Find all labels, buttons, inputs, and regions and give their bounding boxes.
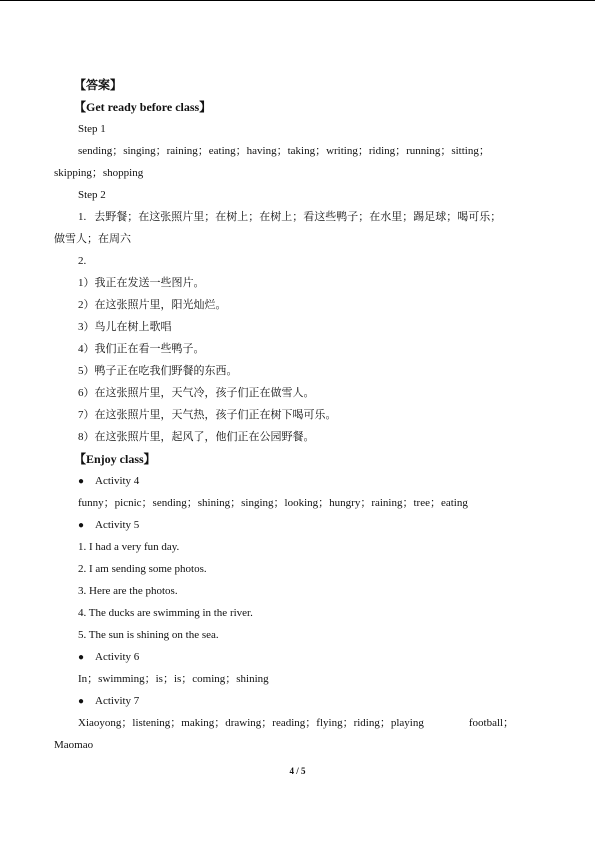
activity6-title xyxy=(0,646,595,668)
bullet-icon: ● xyxy=(78,520,85,531)
activity5-sentence: 2. I am sending some photos. xyxy=(78,563,207,575)
activity4-answers: funny；picnic；sending；shining；singing；looking；hungry；raining；tree；eating xyxy=(78,497,468,509)
translation-sentence: 1）我正在发送一些图片。 xyxy=(78,277,205,289)
heading-get-ready: 【Get ready before class】 xyxy=(74,100,212,114)
activity7-answers-part2: football； xyxy=(468,717,515,729)
step2-item1-number: 1. xyxy=(78,211,87,223)
activity7-title xyxy=(0,690,595,712)
answer-content xyxy=(0,74,595,756)
bullet-icon: ● xyxy=(78,652,85,663)
heading-answer: 【答案】 xyxy=(74,78,123,92)
heading-enjoy-class: 【Enjoy class】 xyxy=(74,452,156,466)
step1-answers-line2: skipping；shopping xyxy=(54,167,144,179)
translation-sentence: 7）在这张照片里，天气热，孩子们正在树下喝可乐。 xyxy=(78,409,337,421)
step1-label: Step 1 xyxy=(78,123,106,135)
activity6-label: Activity 6 xyxy=(95,651,140,663)
activity7-answers-line1 xyxy=(0,712,595,734)
activity7-label: Activity 7 xyxy=(95,695,140,707)
translation-sentence: 8）在这张照片里，起风了，他们正在公园野餐。 xyxy=(78,431,315,443)
activity4-title xyxy=(0,470,595,492)
step2-item1 xyxy=(0,206,595,228)
activity7-answers-line2: Maomao xyxy=(54,739,94,751)
header-rule xyxy=(0,0,595,1)
step1-answers-line1: sending；singing；raining；eating；having；taking；writing；riding；running；sitting； xyxy=(78,145,490,157)
activity5-title xyxy=(0,514,595,536)
activity5-sentence: 5. The sun is shining on the sea. xyxy=(78,629,219,641)
bullet-icon: ● xyxy=(78,476,85,487)
step2-label: Step 2 xyxy=(78,189,106,201)
step2-item1-continued: 做雪人；在周六 xyxy=(54,233,131,245)
activity4-label: Activity 4 xyxy=(95,475,140,487)
activity5-sentence: 4. The ducks are swimming in the river. xyxy=(78,607,253,619)
activity7-answers-part1: Xiaoyong；listening；making；drawing；reading；flying；riding；playing xyxy=(78,717,424,729)
bullet-icon: ● xyxy=(78,696,85,707)
step2-item1-text: 去野餐；在这张照片里；在树上；在树上；看这些鸭子；在水里；踢足球；喝可乐； xyxy=(94,211,502,223)
translation-sentence: 4）我们正在看一些鸭子。 xyxy=(78,343,205,355)
translation-sentence: 6）在这张照片里，天气冷，孩子们正在做雪人。 xyxy=(78,387,315,399)
activity5-sentence: 3. Here are the photos. xyxy=(78,585,178,597)
page-number: 4 / 5 xyxy=(289,766,306,776)
translation-sentence: 3）鸟儿在树上歌唱 xyxy=(78,321,172,333)
step2-item2-number: 2. xyxy=(78,255,87,267)
translation-sentence: 2）在这张照片里，阳光灿烂。 xyxy=(78,299,227,311)
activity6-answers: In；swimming；is；is；coming；shining xyxy=(78,673,269,685)
activity5-sentence: 1. I had a very fun day. xyxy=(78,541,180,553)
translation-sentence: 5）鸭子正在吃我们野餐的东西。 xyxy=(78,365,238,377)
activity5-label: Activity 5 xyxy=(95,519,140,531)
